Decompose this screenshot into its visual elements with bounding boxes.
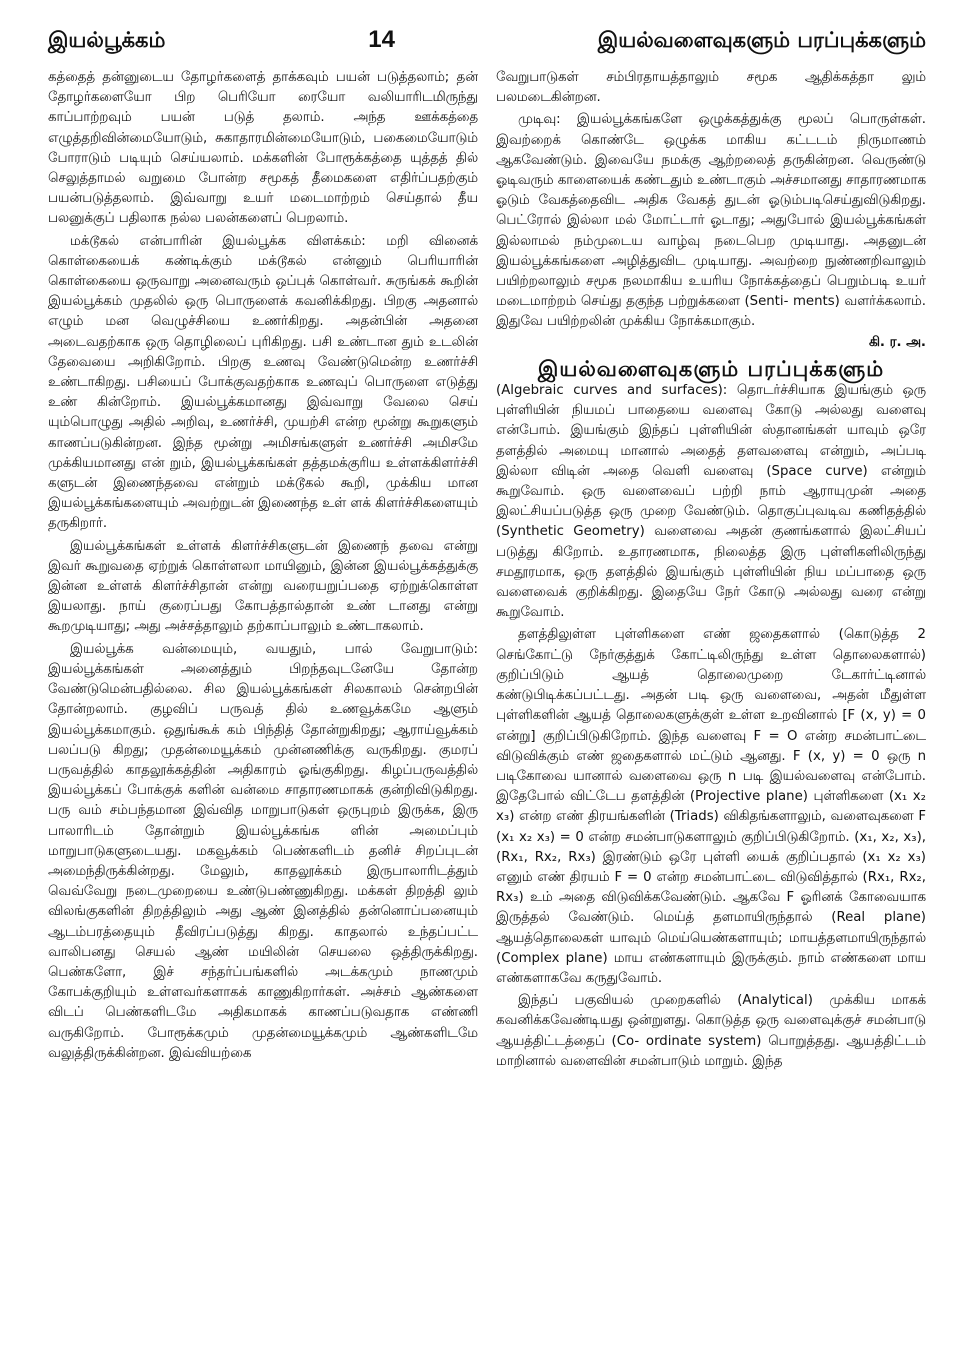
paragraph: இந்தப் பகுவியல் முறைகளில் (Analytical) முக்கிய மாகக் கவனிக்கவேண்டியது ஒன்றுளது. கொடுத்த ஒரு வளைவுக்குச் சமன்பாடு ஆயத்திட்டத்தைப் (Co- ordinate system) பொறுத்தது. ஆயத்திட்டம் மாறினால் வளைவின் சமன்பாடும் மாறும். இந்த	[496, 993, 926, 1069]
paragraph: இயல்பூக்க வன்மையும், வயதும், பால் வேறுபாடும்: இயல்பூக்கங்கள் அனைத்தும் பிறந்தவுடனேயே தோன்ற வேண்டுமென்பதில்லை. சில இயல்பூக்கங்கள் சிலகாலம் சென்றபின் தோன்றலாம். குழவிப் பருவத் தில் உணவூக்கமே ஆளும் இயல்பூக்கமாகும். ஒதுங்கூக் கம் பிந்தித் தோன்றுகிறது; ஆராய்வூக்கம் பலப்படு கிறது; முதன்மையூக்கம் முன்னணிக்கு வருகிறது. குமரப் பருவத்தில் காதலூக்கத்தின் அதிகாரம் ஓங்குகிறது. கிழப்பருவத்தில் இயல்பூக்கப் போக்குக் களின் வன்மை சாதாரணமாகக் குன்றிவிடுகிறது. பரு வம் சம்பந்தமான இவ்வித மாறுபாடுகள் ஒருபுறம் இருக்க, இரு பாலாரிடம் தோன்றும் இயல்பூக்கங்க ளின் அமைப்பும் மாறுபாடுகளுடையது. மகவூக்கம் பெண்களிடம் தனிச் சிறப்புடன் அமைந்திருக்கின்றது. மேலும், காதலூக்கம் இருபாலாரிடத்தும் வெவ்வேறு நடைமுறையை உண்டுபண்ணுகிறது. மக்கள் திறத்தி லும் விலங்குகளின் திறத்திலும் அது ஆண் இனத்தில் தன்னொப்பனையும் ஆடம்பரத்தையும் தீவிரப்படுத்து கிறது. காதலால் உந்தப்பட்ட வாலிபனது செயல் ஆண் மயிலின் செயலை ஒத்திருக்கிறது. பெண்களோ, இச் சந்தர்ப்பங்களில் அடக்கமும் நாணமும் கோபக்குறியும் உள்ளவர்களாகக் காணுகிறார்கள். அச்சம் ஆண்களை விடப் பெண்களிடமே அதிகமாகக் காணப்படுவதாக எண்ணி வருகிறோம். போரூக்கமும் முதன்மையூக்கமும் ஆண்களிடமே வலுத்திருக்கின்றன. இவ்வியற்கை	[48, 641, 478, 1061]
paragraph: தளத்திலுள்ள புள்ளிகளை எண் ஜதைகளால் (கொடுத்த 2 செங்கோட்டு நேர்குத்துக் கோட்டிலிருந்து உள்ள தொலைகளால்) குறிப்பிடும் ஆயத் தொலைமுறை டேகார்ட்டினால் கண்டுபிடிக்கப்பட்டது. அதன் படி ஒரு வளைவை, அதன் மீதுள்ள புள்ளிகளின் ஆயத் தொலைகளுக்குள் உள்ள உறவினால் [F (x, y) = 0 என்று] குறிப்பிடுகிறோம். இந்த வளைவு F = O என்ற சமன்பாட்டை விடுவிக்கும் எண் ஜதைகளால் மட்டும் ஆனது. F (x, y) = 0 ஒரு n படிகோவை யானால் வளைவை ஒரு n படி இயல்வளைவு என்போம். இதேபோல் விட்டேப தளத்தின் (Projective plane) புள்ளிகளை (x₁ x₂ x₃) என்ற எண் திரயங்களின் (Triads) விகிதங்களாலும், வளைவுகளை F (x₁ x₂ x₃) = 0 என்ற சமன்பாடுகளாலும் குறிப்பிடுகிறோம். (x₁, x₂, x₃), (Rx₁, Rx₂, Rx₃) இரண்டும் ஒரே புள்ளி யைக் குறிப்பதால் (x₁ x₂ x₃) எனும் எண் திரயம் F = 0 என்ற சமன்பாட்டை விடுவித்தால் (Rx₁, Rx₂, Rx₃) உம் அதை விடுவிக்கவேண்டும். ஆகவே F ஓரினக் கோவையாக இருத்தல் வேண்டும். மெய்த் தளமாயிருந்தால் (Real plane) ஆயத்தொலைகள் யாவும் மெய்யெண்களாயும்; மாயத்தளமாயிருந்தால் (Complex plane) மாய எண்களாயும் இருக்கும். நாம் எண்களை மாய எண்களாகவே கருதுவோம்.	[496, 627, 926, 986]
page-header	[48, 26, 926, 62]
paragraph: கத்தைத் தன்னுடைய தோழர்களைத் தாக்கவும் பயன் படுத்தலாம்; தன் தோழர்களையோ பிற பெரியோ ரையோ வலியாரிடமிருந்து காப்பாற்றவும் பயன் படுத் தலாம். அந்த ஊக்கத்தை எழுத்தறிவின்மையோடும், சுகாதாரமின்மையோடும், பகைமையோடும் போராடும் படியும் செய்யலாம். மக்களின் போரூக்கத்தை யுத்தத் தில் செலுத்தாமல் வறுமை போன்ற சமூகத் தீமைகளை எதிர்ப்பதற்கும் பயன்படுத்தலாம். இவ்வாறு உயர் மடைமாற்றம் செய்தால் தீய பலனுக்குப் பதிலாக நல்ல பலன்களைப் பெறலாம்.	[48, 70, 478, 227]
paragraph: முடிவு: இயல்பூக்கங்களே ஒழுக்கத்துக்கு மூலப் பொருள்கள். இவற்றைக் கொண்டே ஒழுக்க மாகிய கட்டடம் நிருமாணம் ஆகவேண்டும். இவையே நமக்கு ஆற்றலைத் தருகின்றன. வெருண்டு ஓடிவரும் காளையைக் கண்டதும் உண்டாகும் அச்சமானது சாதாரணமாக ஓடும் வேகத்தைவிட அதிக வேகத் துடன் ஓடும்படிசெய்துவிடுகிறது. பெட்ரோல் இல்லா மல் மோட்டார் ஓடாது; அதுபோல் இயல்பூக்கங்கள் இல்லாமல் நம்முடைய வாழ்வு நடைபெற முடியாது. அதனுடன் இயல்பூக்கங்களை அழித்துவிட முடியாது. அவற்றை நுண்ணறிவாலும் பயிற்றலாலும் சமூக நலமாகிய உயரிய நோக்கத்தைப் பெறும்படி உயர் மடைமாற்றம் செய்து தகுந்த பற்றுக்களை (Senti- ments) வளர்க்கலாம். இதுவே பயிற்றலின் முக்கிய நோக்கமாகும்.	[496, 112, 926, 330]
right-column	[496, 68, 926, 1358]
paragraph: வேறுபாடுகள் சம்பிரதாயத்தாலும் சமூக ஆதிக்கத்தா லும் பலமடைகின்றன.	[496, 70, 926, 106]
page-number: 14	[368, 26, 395, 53]
article-title: இயல்வளைவுகளும் பரப்புக்களும்	[537, 356, 885, 381]
running-head-right: இயல்வளைவுகளும் பரப்புக்களும்	[597, 28, 926, 52]
text-columns	[48, 68, 926, 1358]
paragraph: மக்டூகல் என்பாரின் இயல்பூக்க விளக்கம்: மறி வினைக் கொள்கையைக் கண்டிக்கும் மக்டூகல் என்னும் பெரியாரின் கொள்கையை ஒருவாறு அனைவரும் ஒப்புக் கொள்வர். சுருங்கக் கூறின் இயல்பூக்கம் முதலில் ஒரு பொருளைக் கவனிக்கிறது. பிறகு அதனால் எழும் மன வெழுச்சியை உணர்கிறது. அதன்பின் அதனை அடைவதற்காக ஒரு தொழிலைப் புரிகிறது. பசி உண்டான தும் உடலின் தேவையை அறிகிறோம். பிறகு உணவு வேண்டுமென்ற உணர்ச்சி உண்டாகிறது. பசியைப் போக்குவதற்காக உணவுப் பொருளை எடுத்து உண் கின்றோம். இயல்பூக்கமானது இவ்வாறு வேலை செய் யும்பொழுது அதில் அறிவு, உணர்ச்சி, முயற்சி என்ற மூன்று கூறுகளும் காணப்படுகின்றன. இந்த மூன்று அமிசங்களுள் உணர்ச்சி அமிசமே முக்கியமானது என் றும், இயல்பூக்கங்கள் தத்தமக்குரிய உள்ளக்கிளர்ச்சி களுடன் இணைந்தவை என்றும் மக்டூகல் கூறி, முக்கிய மான இயல்பூக்கங்களையும் அவற்றுடன் இணைந்த உள் ளக் கிளர்ச்சிகளையும் தருகிறார்.	[48, 233, 478, 532]
paragraph: இயல்பூக்கங்கள் உள்ளக் கிளர்ச்சிகளுடன் இணைந் தவை என்று இவர் கூறுவதை ஏற்றுக் கொள்ளலா மாயினும், இன்ன இயல்பூக்கத்துக்கு இன்ன உள்ளக் கிளர்ச்சிதான் என்று வரையறுப்பதை ஏற்றுக்கொள்ள இயலாது. நாய் குரைப்பது கோபத்தால்தான் உண் டானது என்று கூறமுடியாது; அது அச்சத்தாலும் தற்காப்பாலும் உண்டாகலாம்.	[48, 538, 478, 635]
paragraph: (Algebraic curves and surfaces): தொடர்ச்சியாக இயங்கும் ஒரு புள்ளியின் நியமப் பாதையை வளைவு கோடு அல்லது வளைவு என்போம். இயங்கும் இந்தப் புள்ளியின் ஸ்தானங்கள் யாவும் ஒரே தளத்தில் அமையு மானால் அதைத் தளவளைவு என்றும், அப்படி இல்லா விடின் அதை வெளி வளைவு (Space curve) என்றும் கூறுவோம். ஒரு வளைவைப் பற்றி நாம் ஆராயுமுன் அதை இலட்சியப்படுத்த ஒரு முறை வேண்டும். தொகுப்புவடிவ கணிதத்தில் (Synthetic Geometry) வளைவை அதன் குணங்களால் இலட்சியப் படுத்து கிறோம். உதாரணமாக, நிலைத்த இரு புள்ளிகளிலிருந்து சமதூரமாக, ஒரு தளத்தில் இயங்கும் புள்ளியின் நிய மப்பாதை ஒரு வளைவைக் குறிக்கிறது. இதையே நேர் கோடு அல்லது வரை என்று கூறுவோம்.	[496, 383, 926, 621]
left-column	[48, 68, 478, 1358]
running-head-left: இயல்பூக்கம்	[48, 28, 166, 52]
author-initials: கி. ர. அ.	[869, 334, 926, 350]
